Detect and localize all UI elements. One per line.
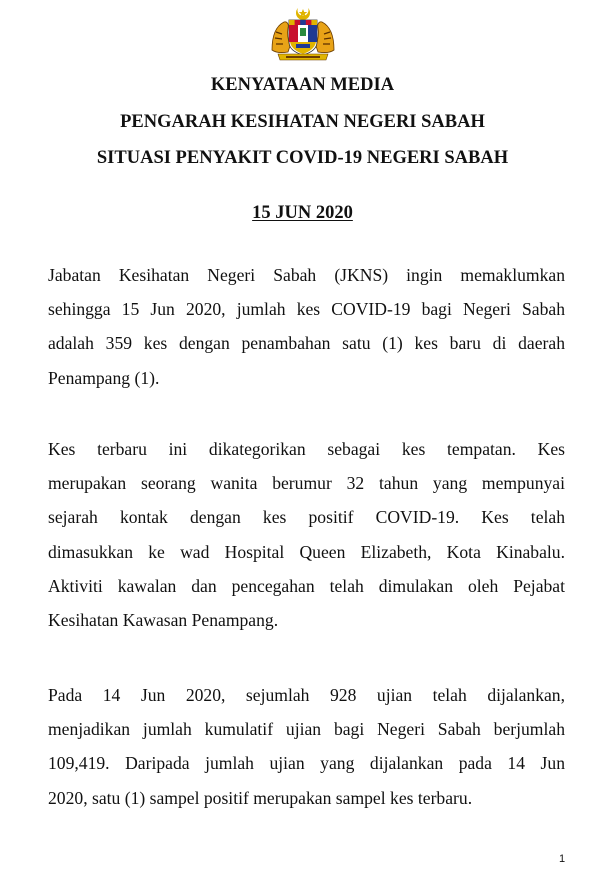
- paragraph-line: Aktiviti kawalan dan pencegahan telah dimulakan oleh Pejabat: [48, 575, 565, 596]
- document-heading-line-2: PENGARAH KESIHATAN NEGERI SABAH: [120, 112, 485, 132]
- paragraph-line: adalah 359 kes dengan penambahan satu (1) kes baru di daerah: [48, 333, 565, 354]
- page-number: 1: [559, 853, 566, 865]
- paragraph-line: menjadikan jumlah kumulatif ujian bagi Negeri Sabah berjumlah: [48, 719, 565, 740]
- paragraph-line: sejarah kontak dengan kes positif COVID-19. Kes telah: [48, 507, 565, 528]
- paragraph-line: sehingga 15 Jun 2020, jumlah kes COVID-19 bagi Negeri Sabah: [48, 299, 565, 320]
- document-date: 15 JUN 2020: [252, 203, 353, 223]
- document-heading-line-3: SITUASI PENYAKIT COVID-19 NEGERI SABAH: [96, 148, 509, 168]
- paragraph-line: dimasukkan ke wad Hospital Queen Elizabeth, Kota Kinabalu.: [48, 541, 565, 562]
- paragraph-line: Kes terbaru ini dikategorikan sebagai kes tempatan. Kes: [48, 439, 565, 459]
- paragraph-line: merupakan seorang wanita berumur 32 tahun yang mempunyai: [48, 473, 565, 494]
- document-heading-line-1: KENYATAAN MEDIA: [210, 75, 395, 95]
- paragraph-line: Kesihatan Kawasan Penampang.: [48, 609, 279, 630]
- body-paragraph-1: [48, 258, 565, 395]
- body-paragraph-3: [48, 678, 565, 815]
- body-paragraph-2: [48, 432, 565, 637]
- paragraph-line: 2020, satu (1) sampel positif merupakan sampel kes terbaru.: [48, 787, 473, 808]
- malaysia-coat-of-arms-icon: [268, 6, 338, 62]
- paragraph-line: Penampang (1).: [48, 367, 160, 388]
- paragraph-line: Pada 14 Jun 2020, sejumlah 928 ujian telah dijalankan,: [48, 685, 565, 705]
- paragraph-line: Jabatan Kesihatan Negeri Sabah (JKNS) ingin memaklumkan: [48, 265, 565, 285]
- paragraph-line: 109,419. Daripada jumlah ujian yang dijalankan pada 14 Jun: [48, 753, 565, 774]
